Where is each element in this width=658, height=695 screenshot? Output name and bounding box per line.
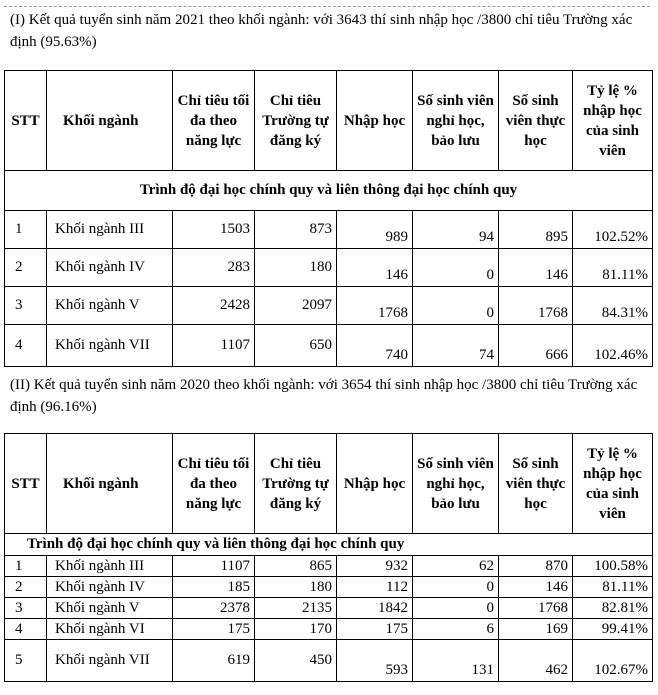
table-row (5, 211, 653, 249)
header-registered-quota: Chỉ tiêu Trường tự đăng ký (255, 434, 337, 534)
cell-leave: 62 (413, 556, 499, 577)
table-row (5, 598, 653, 619)
cell-stt: 3 (5, 287, 47, 325)
cell-enrolled: 112 (337, 577, 413, 598)
cell-max: 619 (173, 640, 255, 682)
cell-rate: 84.31% (573, 287, 653, 325)
cell-rate: 102.52% (573, 211, 653, 249)
cell-actual: 895 (499, 211, 573, 249)
cell-stt: 2 (5, 249, 47, 287)
table-row (5, 577, 653, 598)
cell-name: Khối ngành III (47, 556, 173, 577)
cell-enrolled: 1768 (337, 287, 413, 325)
cell-reg: 180 (255, 577, 337, 598)
section-label-row (5, 534, 653, 556)
cell-name: Khối ngành VII (47, 325, 173, 367)
cell-max: 175 (173, 619, 255, 640)
section2-heading: (II) Kết quả tuyển sinh năm 2020 theo khối ngành: với 3654 thí sinh nhập học /3800 chỉ tiêu Trường xác định (96.16%) (10, 377, 638, 415)
cell-reg: 2135 (255, 598, 337, 619)
header-rate: Tỷ lệ % nhập học của sinh viên (573, 71, 653, 171)
cell-max: 283 (173, 249, 255, 287)
table-row (5, 640, 653, 682)
cell-rate: 102.46% (573, 325, 653, 367)
table-row (5, 619, 653, 640)
header-leave: Số sinh viên nghỉ học, bảo lưu (413, 71, 499, 171)
cell-enrolled: 740 (337, 325, 413, 367)
header-khoi-nganh: Khối ngành (47, 434, 173, 534)
cell-name: Khối ngành IV (47, 577, 173, 598)
cell-actual: 146 (499, 577, 573, 598)
cell-leave: 0 (413, 598, 499, 619)
cell-name: Khối ngành III (47, 211, 173, 249)
cell-actual: 169 (499, 619, 573, 640)
cell-rate: 82.81% (573, 598, 653, 619)
cell-stt: 2 (5, 577, 47, 598)
cell-enrolled: 1842 (337, 598, 413, 619)
cell-actual: 1768 (499, 287, 573, 325)
cell-reg: 865 (255, 556, 337, 577)
cell-reg: 450 (255, 640, 337, 682)
cell-max: 1503 (173, 211, 255, 249)
cell-reg: 650 (255, 325, 337, 367)
cell-rate: 81.11% (573, 249, 653, 287)
cell-enrolled: 989 (337, 211, 413, 249)
header-stt: STT (5, 434, 47, 534)
section1-heading: (I) Kết quả tuyển sinh năm 2021 theo khối ngành: với 3643 thí sinh nhập học /3800 chỉ tiêu Trường xác định (95.63%) (4, 6, 650, 55)
cell-name: Khối ngành V (47, 598, 173, 619)
cell-actual: 666 (499, 325, 573, 367)
cell-stt: 1 (5, 211, 47, 249)
cell-leave: 0 (413, 577, 499, 598)
header-registered-quota: Chỉ tiêu Trường tự đăng ký (255, 71, 337, 171)
cell-stt: 5 (5, 640, 47, 682)
section-label: Trình độ đại học chính quy và liên thông đại học chính quy (5, 171, 653, 211)
cell-stt: 3 (5, 598, 47, 619)
cell-stt: 4 (5, 619, 47, 640)
cell-reg: 2097 (255, 287, 337, 325)
cell-reg: 873 (255, 211, 337, 249)
cell-max: 1107 (173, 325, 255, 367)
table-row (5, 249, 653, 287)
cell-rate: 100.58% (573, 556, 653, 577)
header-actual: Số sinh viên thực học (499, 71, 573, 171)
section-label: Trình độ đại học chính quy và liên thông đại học chính quy (5, 534, 653, 556)
cell-enrolled: 932 (337, 556, 413, 577)
cell-max: 2428 (173, 287, 255, 325)
admission-table-2020 (4, 433, 653, 682)
cell-leave: 74 (413, 325, 499, 367)
cell-name: Khối ngành VII (47, 640, 173, 682)
cell-leave: 131 (413, 640, 499, 682)
cell-enrolled: 593 (337, 640, 413, 682)
cell-leave: 94 (413, 211, 499, 249)
cell-max: 185 (173, 577, 255, 598)
header-max-capacity: Chỉ tiêu tối đa theo năng lực (173, 434, 255, 534)
admission-table-2021 (4, 70, 653, 367)
table-row (5, 287, 653, 325)
cell-name: Khối ngành VI (47, 619, 173, 640)
cell-reg: 180 (255, 249, 337, 287)
table-row (5, 556, 653, 577)
table-header-row (5, 71, 653, 171)
cell-leave: 0 (413, 287, 499, 325)
cell-rate: 99.41% (573, 619, 653, 640)
cell-name: Khối ngành IV (47, 249, 173, 287)
cell-enrolled: 175 (337, 619, 413, 640)
cell-reg: 170 (255, 619, 337, 640)
header-enrolled: Nhập học (337, 71, 413, 171)
cell-actual: 870 (499, 556, 573, 577)
header-max-capacity: Chỉ tiêu tối đa theo năng lực (173, 71, 255, 171)
section-label-row (5, 171, 653, 211)
header-khoi-nganh: Khối ngành (47, 71, 173, 171)
cell-name: Khối ngành V (47, 287, 173, 325)
header-stt: STT (5, 71, 47, 171)
table-header-row (5, 434, 653, 534)
cell-actual: 146 (499, 249, 573, 287)
cell-max: 2378 (173, 598, 255, 619)
cell-leave: 6 (413, 619, 499, 640)
cell-actual: 462 (499, 640, 573, 682)
cell-leave: 0 (413, 249, 499, 287)
cell-rate: 81.11% (573, 577, 653, 598)
cell-enrolled: 146 (337, 249, 413, 287)
cell-stt: 4 (5, 325, 47, 367)
cell-rate: 102.67% (573, 640, 653, 682)
cell-stt: 1 (5, 556, 47, 577)
header-rate: Tỷ lệ % nhập học của sinh viên (573, 434, 653, 534)
cell-max: 1107 (173, 556, 255, 577)
table-row (5, 325, 653, 367)
header-actual: Số sinh viên thực học (499, 434, 573, 534)
header-leave: Số sinh viên nghỉ học, bảo lưu (413, 434, 499, 534)
cell-actual: 1768 (499, 598, 573, 619)
header-enrolled: Nhập học (337, 434, 413, 534)
